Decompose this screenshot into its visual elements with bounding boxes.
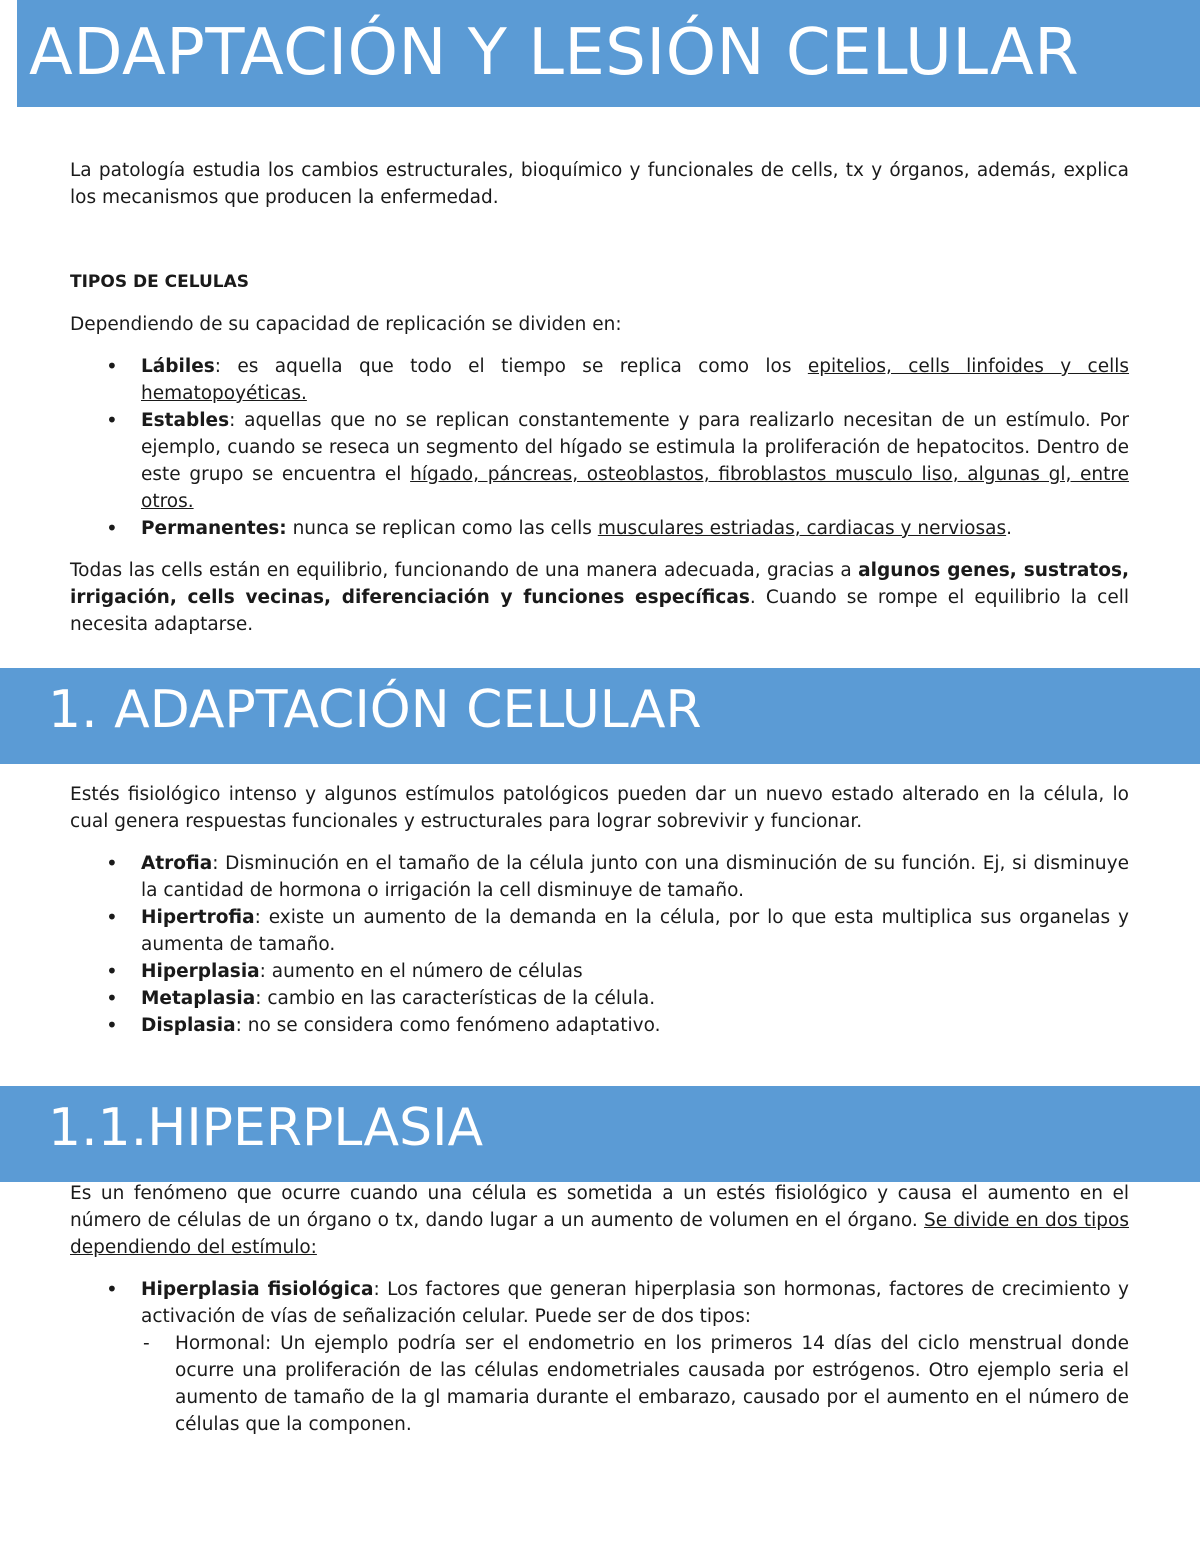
section-heading-hiperplasia: 1.1.HIPERPLASIA <box>0 1086 1200 1182</box>
metaplasia-text: : cambio en las características de la célula. <box>255 988 656 1009</box>
labiles-text: : es aquella que todo el tiempo se replica como los <box>214 356 808 377</box>
adaptacion-section <box>70 781 1129 1039</box>
tipos-section <box>70 269 1129 638</box>
list-item <box>70 904 1129 958</box>
list-item-fisiologica <box>70 1276 1129 1438</box>
hiperplasia-section <box>70 1180 1129 1438</box>
term-hiperplasia: Hiperplasia <box>141 961 260 982</box>
term-estables: Estables <box>141 410 230 431</box>
intro-paragraph <box>70 157 1129 211</box>
tipos-lead: Dependiendo de su capacidad de replicación se dividen en: <box>70 314 622 335</box>
intro-text: La patología estudia los cambios estructurales, bioquímico y funcionales de cells, tx y órganos, además, explica los mecanismos que producen la enfermedad. <box>70 160 1129 208</box>
term-metaplasia: Metaplasia <box>141 988 256 1009</box>
fisiologica-sublist <box>141 1330 1129 1438</box>
atrofia-text: : Disminución en el tamaño de la célula junto con una disminución de su función. Ej, si disminuye la cantidad de hormona o irrigación la cell disminuye de tamaño. <box>141 853 1129 901</box>
list-item <box>70 1012 1129 1039</box>
list-item-permanentes <box>70 515 1129 542</box>
tipos-heading: TIPOS DE CELULAS <box>70 272 249 292</box>
list-item <box>70 985 1129 1012</box>
estables-text: : aquellas que no se replican constantemente y para realizarlo necesitan de un estímulo. Por ejemplo, cuando se reseca un segmento del hígado se estimula la proliferación de hepatocitos. Dentro de este grupo se encuentra el <box>141 410 1129 485</box>
term-atrofia: Atrofia <box>141 853 213 874</box>
equilibrio-end: . Cuando se rompe el equilibrio la cell necesita adaptarse. <box>70 587 1130 635</box>
permanentes-text: nunca se replican como las cells <box>286 518 598 539</box>
estables-examples: hígado, páncreas, osteoblastos, fibroblastos musculo liso, algunas gl, entre otros. <box>141 464 1129 512</box>
permanentes-examples: musculares estriadas, cardiacas y nerviosas <box>597 518 1007 539</box>
tipos-list <box>70 353 1129 542</box>
hiperplasia-intro <box>70 1180 1129 1261</box>
equilibrio-start: Todas las cells están en equilibrio, funcionando de una manera adecuada, gracias a <box>70 560 859 581</box>
adaptacion-list <box>70 850 1129 1039</box>
hiperplasia-intro-underlined: Se divide en dos tipos dependiendo del estímulo: <box>70 1210 1129 1258</box>
term-fisiologica: Hiperplasia fisiológica <box>141 1279 374 1300</box>
term-labiles: Lábiles <box>141 356 215 377</box>
list-item <box>70 850 1129 904</box>
list-item-estables <box>70 407 1129 515</box>
equilibrio-paragraph <box>70 557 1129 638</box>
term-hipertrofia: Hipertrofia <box>141 907 255 928</box>
hipertrofia-text: : existe un aumento de la demanda en la célula, por lo que esta multiplica sus organelas y aumenta de tamaño. <box>141 907 1129 955</box>
section-heading-adaptacion: 1. ADAPTACIÓN CELULAR <box>0 668 1200 764</box>
equilibrio-factors: algunos genes, sustratos, irrigación, cells vecinas, diferenciación y funciones específicas <box>70 560 1129 608</box>
displasia-text: : no se considera como fenómeno adaptativo. <box>235 1015 661 1036</box>
hiperplasia-intro-text: Es un fenómeno que ocurre cuando una célula es sometida a un estés fisiológico y causa el aumento en el número de células de un órgano o tx, dando lugar a un aumento de volumen en el órgano. <box>70 1183 1129 1231</box>
labiles-examples: epitelios, cells linfoides y cells hematopoyéticas. <box>141 356 1130 404</box>
sublist-item-hormonal: - Hormonal: Un ejemplo podría ser el endometrio en los primeros 14 días del ciclo menstrual donde ocurre una proliferación de las células endometriales causada por estrógenos. Otro ejemplo seria el aumento de tamaño de la gl mamaria durante el embarazo, causado por el aumento en el número de células que la componen. <box>141 1330 1129 1438</box>
fisiologica-text: : Los factores que generan hiperplasia son hormonas, factores de crecimiento y activación de vías de señalización celular. Puede ser de dos tipos: <box>141 1279 1129 1327</box>
adaptacion-intro: Estés fisiológico intenso y algunos estímulos patológicos pueden dar un nuevo estado alterado en la célula, lo cual genera respuestas funcionales y estructurales para lograr sobrevivir y funcionar. <box>70 784 1129 832</box>
hiperplasia-text: : aumento en el número de células <box>259 961 583 982</box>
hiperplasia-list <box>70 1276 1129 1438</box>
document-title: ADAPTACIÓN Y LESIÓN CELULAR <box>17 0 1200 107</box>
list-item-labiles <box>70 353 1129 407</box>
term-displasia: Displasia <box>141 1015 236 1036</box>
term-permanentes: Permanentes: <box>141 518 287 539</box>
list-item <box>70 958 1129 985</box>
permanentes-end: . <box>1006 518 1012 539</box>
